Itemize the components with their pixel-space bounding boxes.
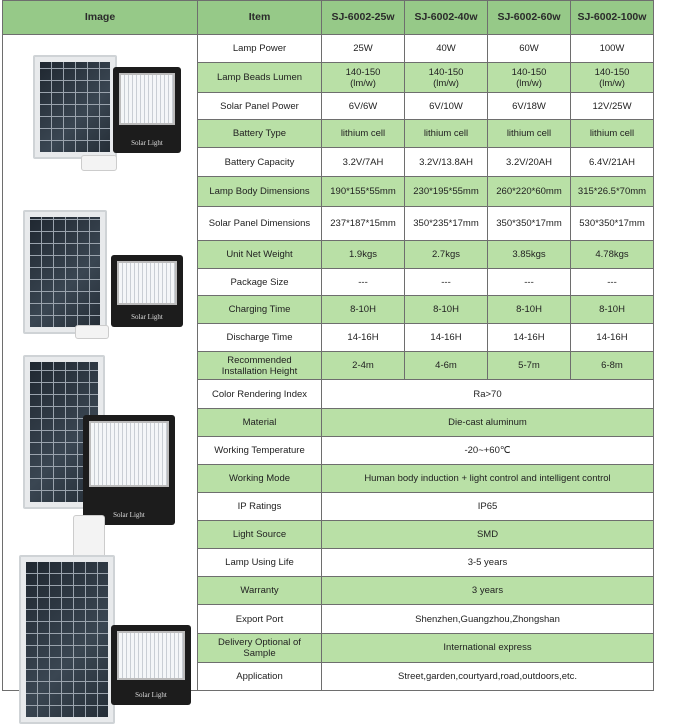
item-label: Material bbox=[198, 408, 322, 436]
spec-value-merged: SMD bbox=[322, 521, 654, 549]
item-label: Export Port bbox=[198, 605, 322, 633]
item-label: Working Temperature bbox=[198, 436, 322, 464]
header-model-40w: SJ-6002-40w bbox=[405, 1, 488, 35]
solar-panel-icon bbox=[23, 210, 107, 334]
spec-value: lithium cell bbox=[405, 120, 488, 148]
spec-value: --- bbox=[571, 269, 654, 296]
spec-value: 3.2V/13.8AH bbox=[405, 148, 488, 176]
spec-value: 230*195*55mm bbox=[405, 176, 488, 206]
item-label: Discharge Time bbox=[198, 324, 322, 352]
spec-value-merged: -20~+60℃ bbox=[322, 436, 654, 464]
item-label: Working Mode bbox=[198, 464, 322, 492]
item-label: Recommended Installation Height bbox=[198, 352, 322, 380]
spec-value: 6V/18W bbox=[488, 93, 571, 120]
floodlight-icon bbox=[83, 415, 175, 525]
spec-value: --- bbox=[322, 269, 405, 296]
spec-value: 5-7m bbox=[488, 352, 571, 380]
spec-value: 530*350*17mm bbox=[571, 206, 654, 240]
spec-value: 6-8m bbox=[571, 352, 654, 380]
item-label: Lamp Power bbox=[198, 35, 322, 63]
product-label: Solar Light bbox=[131, 139, 163, 147]
remote-control-icon bbox=[75, 325, 109, 339]
header-image: Image bbox=[3, 1, 198, 35]
header-item: Item bbox=[198, 1, 322, 35]
item-label: Color Rendering Index bbox=[198, 380, 322, 408]
spec-value: lithium cell bbox=[488, 120, 571, 148]
item-label: Application bbox=[198, 662, 322, 690]
header-model-25w: SJ-6002-25w bbox=[322, 1, 405, 35]
product-photo-3 bbox=[3, 355, 197, 525]
spec-table bbox=[2, 0, 654, 699]
table-row bbox=[3, 35, 654, 63]
item-label: Charging Time bbox=[198, 296, 322, 324]
item-label: Delivery Optional of Sample bbox=[198, 633, 322, 662]
item-label: Battery Capacity bbox=[198, 148, 322, 176]
spec-value: 140-150 (lm/w) bbox=[405, 63, 488, 93]
spec-value: 140-150 (lm/w) bbox=[488, 63, 571, 93]
spec-value: 6V/6W bbox=[322, 93, 405, 120]
spec-value-merged: IP65 bbox=[322, 492, 654, 520]
spec-value: 3.85kgs bbox=[488, 240, 571, 268]
spec-value: 14-16H bbox=[571, 324, 654, 352]
remote-control-icon bbox=[81, 155, 117, 171]
item-label: Lamp Using Life bbox=[198, 549, 322, 577]
spec-value: 6.4V/21AH bbox=[571, 148, 654, 176]
spec-value: 8-10H bbox=[571, 296, 654, 324]
spec-value: --- bbox=[488, 269, 571, 296]
item-label: Light Source bbox=[198, 521, 322, 549]
spec-value: 1.9kgs bbox=[322, 240, 405, 268]
item-label: Package Size bbox=[198, 269, 322, 296]
spec-value: 3.2V/20AH bbox=[488, 148, 571, 176]
item-label: Solar Panel Power bbox=[198, 93, 322, 120]
spec-value-merged: Die-cast aluminum bbox=[322, 408, 654, 436]
spec-value: 4.78kgs bbox=[571, 240, 654, 268]
spec-value: 3.2V/7AH bbox=[322, 148, 405, 176]
product-images-cell bbox=[3, 35, 198, 699]
floodlight-icon bbox=[111, 255, 183, 327]
item-label: Battery Type bbox=[198, 120, 322, 148]
product-images bbox=[3, 35, 197, 699]
spec-value: 260*220*60mm bbox=[488, 176, 571, 206]
item-label: IP Ratings bbox=[198, 492, 322, 520]
item-label: Unit Net Weight bbox=[198, 240, 322, 268]
spec-value: 190*155*55mm bbox=[322, 176, 405, 206]
spec-value: 315*26.5*70mm bbox=[571, 176, 654, 206]
spec-value: 350*235*17mm bbox=[405, 206, 488, 240]
floodlight-icon bbox=[111, 625, 191, 705]
floodlight-icon bbox=[113, 67, 181, 153]
spec-value: 60W bbox=[488, 35, 571, 63]
spec-value: 14-16H bbox=[322, 324, 405, 352]
product-photo-1 bbox=[3, 55, 197, 225]
solar-panel-icon bbox=[19, 555, 115, 724]
header-row bbox=[3, 1, 654, 35]
item-label: Solar Panel Dimensions bbox=[198, 206, 322, 240]
spec-value: 14-16H bbox=[488, 324, 571, 352]
spec-value: 2-4m bbox=[322, 352, 405, 380]
spec-value: 14-16H bbox=[405, 324, 488, 352]
spec-value: 350*350*17mm bbox=[488, 206, 571, 240]
spec-value: 12V/25W bbox=[571, 93, 654, 120]
spec-value-merged: Shenzhen,Guangzhou,Zhongshan bbox=[322, 605, 654, 633]
spec-value: 140-150 (lm/w) bbox=[571, 63, 654, 93]
spec-value: 25W bbox=[322, 35, 405, 63]
product-label: Solar Light bbox=[131, 313, 163, 321]
product-label: Solar Light bbox=[135, 691, 167, 699]
spec-value: lithium cell bbox=[571, 120, 654, 148]
spec-value-merged: 3 years bbox=[322, 577, 654, 605]
solar-panel-icon bbox=[33, 55, 117, 159]
spec-value-merged: Human body induction + light control and intelligent control bbox=[322, 464, 654, 492]
item-label: Lamp Beads Lumen bbox=[198, 63, 322, 93]
spec-value-merged: International express bbox=[322, 633, 654, 662]
spec-value: 4-6m bbox=[405, 352, 488, 380]
spec-value: 8-10H bbox=[405, 296, 488, 324]
product-photo-4 bbox=[3, 555, 197, 725]
spec-value-merged: 3-5 years bbox=[322, 549, 654, 577]
spec-value: 6V/10W bbox=[405, 93, 488, 120]
spec-value: lithium cell bbox=[322, 120, 405, 148]
product-label: Solar Light bbox=[113, 511, 145, 519]
header-model-100w: SJ-6002-100w bbox=[571, 1, 654, 35]
spec-value: 140-150 (lm/w) bbox=[322, 63, 405, 93]
spec-value: --- bbox=[405, 269, 488, 296]
spec-value: 237*187*15mm bbox=[322, 206, 405, 240]
item-label: Warranty bbox=[198, 577, 322, 605]
spec-value: 40W bbox=[405, 35, 488, 63]
spec-value-merged: Ra>70 bbox=[322, 380, 654, 408]
header-model-60w: SJ-6002-60w bbox=[488, 1, 571, 35]
spec-value: 8-10H bbox=[322, 296, 405, 324]
item-label: Lamp Body Dimensions bbox=[198, 176, 322, 206]
spec-value: 8-10H bbox=[488, 296, 571, 324]
spec-value: 2.7kgs bbox=[405, 240, 488, 268]
spec-value-merged: Street,garden,courtyard,road,outdoors,etc. bbox=[322, 662, 654, 690]
spec-value: 100W bbox=[571, 35, 654, 63]
